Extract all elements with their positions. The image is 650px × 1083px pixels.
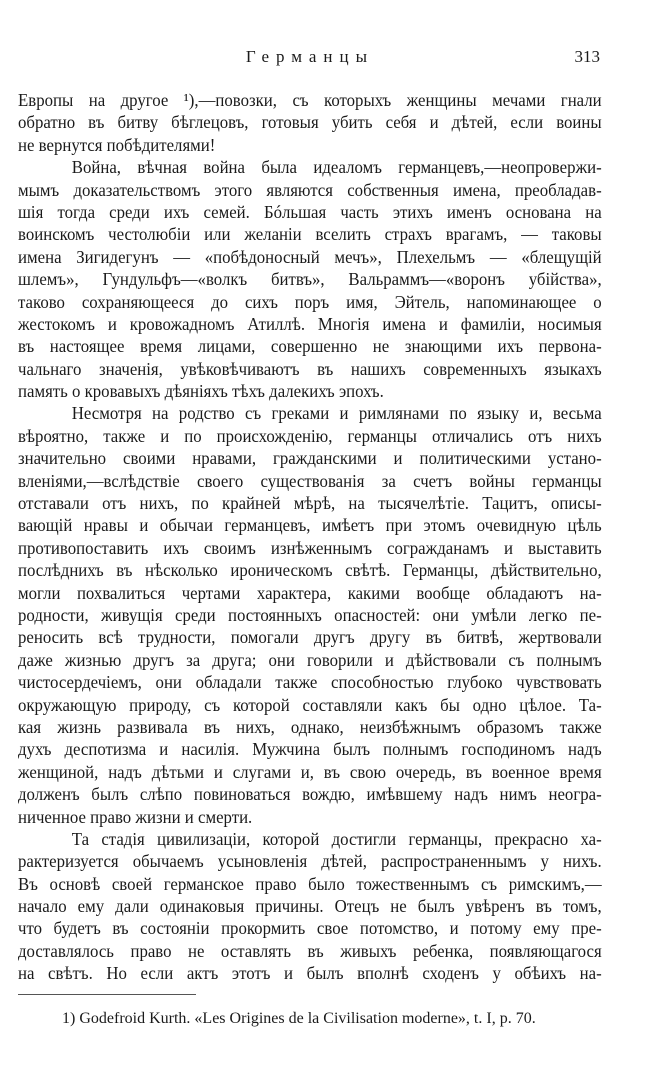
text-line: долженъ былъ слѣпо повиноваться вождю, имѣвшему надъ нимъ неогра-	[18, 784, 602, 805]
text-line: память о кровавыхъ дѣяніяхъ тѣхъ далекихъ эпохъ.	[18, 381, 384, 402]
text-line: воинскомъ честолюбіи или желаніи вселить страхъ врагамъ, — таковы	[18, 224, 602, 245]
paragraph	[18, 89, 602, 156]
text-line: обратно въ битву бѣглецовъ, готовыя убить себя и дѣтей, если воины	[18, 112, 602, 133]
text-line: родности, живущія среди постоянныхъ опасностей: они умѣли легко пе-	[18, 604, 602, 625]
paragraph	[18, 828, 602, 985]
text-line: вѣроятно, также и по происхожденію, германцы отличались отъ нихъ	[18, 425, 602, 446]
text-line: отставали отъ нихъ, по крайней мѣрѣ, на тысячелѣтіе. Тацитъ, описы-	[18, 493, 602, 514]
page-number: 313	[574, 47, 600, 66]
text-line: доставлялось право не оставлять въ живыхъ ребенка, появляющагося	[18, 940, 602, 961]
text-line: не вернутся побѣдителями!	[18, 134, 216, 155]
text-line: вленіями,—вслѣдствіе своего существованія за счетъ войны германцы	[18, 470, 602, 491]
text-line: рактеризуется обычаемъ усыновленія дѣтей, распространеннымъ у нихъ.	[18, 851, 602, 872]
text-line: жестокомъ и кровожадномъ Атиллѣ. Многія имена и фамиліи, носимыя	[18, 313, 602, 334]
text-line: въ настоящее время лицами, совершенно не знающими ихъ первона-	[18, 336, 602, 357]
text-line: начало ему дали одинаковыя причины. Отецъ не былъ увѣренъ въ томъ,	[18, 896, 602, 917]
text-line: имена Зигидегунъ — «побѣдоносный мечъ», Плехельмъ — «блещущій	[18, 246, 602, 267]
text-line: Европы на другое ¹),—повозки, съ которыхъ женщины мечами гнали	[18, 90, 602, 110]
text-line: вающій нравы и обычаи германцевъ, имѣетъ при этомъ очевидную цѣль	[18, 515, 602, 536]
text-line: противопоставить ихъ своимъ изнѣженнымъ согражданамъ и выставить	[18, 537, 602, 558]
text-line: чальнаго значенія, увѣковѣчиваютъ въ нашихъ современныхъ языкахъ	[18, 358, 602, 379]
text-line: Въ основѣ своей германское право было тожественнымъ съ римскимъ,—	[18, 873, 602, 894]
text-line: ниченное право жизни и смерти.	[18, 806, 253, 827]
footnote-rule	[18, 994, 196, 995]
text-line: значительно своими нравами, гражданскими и политическими устано-	[18, 448, 602, 469]
text-line: духъ деспотизма и насилія. Мужчина былъ полнымъ господиномъ надъ	[18, 739, 602, 760]
text-line: таково сохраняющееся до сихъ поръ имя, Эйтель, напоминающее о	[18, 291, 602, 312]
text-line: даже жизнью другъ за друга; они говорили и дѣйствовали съ полнымъ	[18, 649, 602, 670]
text-line: женщиной, надъ дѣтьми и слугами и, въ свою очередь, въ военное время	[18, 761, 602, 782]
text-line: окружающую природу, съ которой составляли какъ бы одно цѣлое. Та-	[18, 694, 602, 715]
paragraph	[18, 402, 602, 827]
text-line: шія тогда среди ихъ семей. Бóльшая часть этихъ именъ основана на	[18, 201, 602, 222]
text-line: Война, вѣчная война была идеаломъ германцевъ,—неопровержи-	[71, 157, 602, 178]
text-line: Несмотря на родство съ греками и римлянами по языку и, весьма	[71, 403, 602, 424]
text-line: что будетъ въ состояніи прокормить свое потомство, и потому ему пре-	[18, 918, 602, 939]
text-line: Та стадія цивилизаціи, которой достигли германцы, прекрасно ха-	[71, 828, 602, 849]
body-text	[18, 89, 602, 985]
text-line: мымъ доказательствомъ этого являются собственныя имена, преобладав-	[18, 179, 602, 200]
text-line: чистосердечіемъ, они обладали также способностью глубоко чувствовать	[18, 672, 602, 693]
running-head-title: Германцы	[245, 47, 375, 66]
text-line: реносить всѣ трудности, помогали другъ другу въ битвѣ, жертвовали	[18, 627, 602, 648]
footnote: 1) Godefroid Kurth. «Les Origines de la Civilisation moderne», t. I, p. 70.	[62, 1010, 536, 1027]
text-line: могли похвалиться чертами характера, какими вообще обладаютъ на-	[18, 582, 602, 603]
text-line: на свѣтъ. Но если актъ этотъ и былъ вполнѣ сходенъ у обѣихъ на-	[18, 963, 602, 984]
text-line: кая жизнь развивала въ нихъ, однако, неизбѣжнымъ образомъ также	[18, 716, 602, 737]
text-line: шлемъ», Гундульфъ—«волкъ битвъ», Вальраммъ—«воронъ убійства»,	[18, 269, 602, 290]
paragraph	[18, 156, 602, 402]
text-line: послѣднихъ въ нѣсколько ироническомъ свѣтѣ. Германцы, дѣйствительно,	[18, 560, 602, 581]
